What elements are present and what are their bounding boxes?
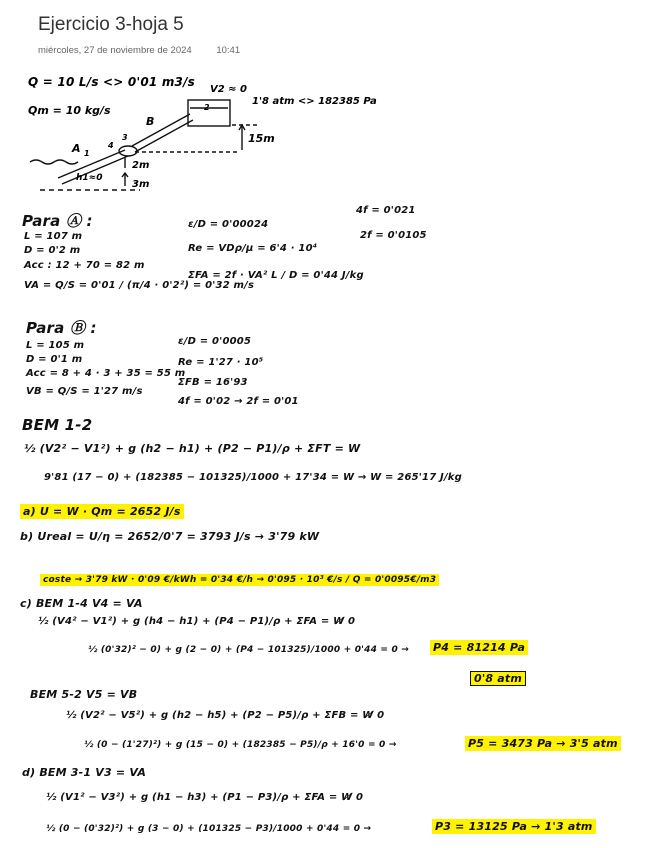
answer-p4 — [430, 641, 528, 654]
para-a-roughness: ε/D = 0'00024 — [188, 219, 269, 230]
para-a-losses: ΣFA = 2f · VA² L / D = 0'44 J/kg — [188, 270, 364, 281]
answer-p4-atm-text: 0'8 atm — [470, 671, 526, 686]
bem-5-2-equation: ½ (V2² − V5²) + g (h2 − h5) + (P2 − P5)/ρ + ΣFB = W̸ 0 — [66, 710, 385, 721]
bem-1-4-substitution: ½ (0'32)² − 0) + g (2 − 0) + (P4 − 101325)/1000 + 0'44 = 0 → — [88, 645, 409, 655]
answer-p4-atm — [470, 672, 526, 685]
answer-a — [20, 505, 184, 518]
para-b-roughness: ε/D = 0'0005 — [178, 336, 252, 347]
cost-line — [40, 575, 439, 585]
node-1: 1 — [84, 149, 90, 158]
node-2: 2 — [204, 103, 210, 112]
flow-q: Q = 10 L/s <> 0'01 m3/s — [28, 75, 196, 89]
section-bem-1-4: c) BEM 1-4 V4 = VA — [20, 597, 143, 610]
para-b-reynolds: Re = 1'27 · 10⁵ — [178, 357, 264, 368]
cost-text: coste → 3'79 kW · 0'09 €/kWh = 0'34 €/h → 0'095 · 10³ €/s / Q = 0'0095€/m3 — [40, 574, 439, 586]
page-meta — [38, 45, 240, 56]
pipe-diagram — [20, 70, 440, 200]
bem-5-2-substitution: ½ (0 − (1'27)²) + g (15 − 0) + (182385 − P5)/ρ + 16'0 = 0 → — [84, 740, 397, 750]
page-date: miércoles, 27 de noviembre de 2024 — [38, 45, 192, 56]
para-b-losses: ΣFB = 16'93 — [178, 377, 248, 388]
bem-1-2-substitution: 9'81 (17 − 0) + (182385 − 101325)/1000 + 17'34 = W → W = 265'17 J/kg — [44, 472, 463, 483]
answer-p5-text: P5 = 3473 Pa → 3'5 atm — [465, 736, 621, 751]
para-a-acc: Acc : 12 + 70 = 82 m — [24, 260, 145, 271]
mass-flow-qm: Qm = 10 kg/s — [28, 104, 111, 117]
para-a-velocity: VA = Q/S = 0'01 / (π/4 · 0'2²) = 0'32 m/s — [24, 280, 255, 291]
height-15m: 15m — [248, 132, 275, 145]
section-para-a: Para Ⓐ : — [22, 212, 93, 230]
para-a-4f: 4f = 0'021 — [356, 205, 416, 216]
v2-value: V2 ≈ 0 — [210, 84, 247, 95]
para-b-acc: Acc = 8 + 4 · 3 + 35 = 55 m — [26, 368, 186, 379]
label-b: B — [146, 115, 155, 128]
para-b-length: L = 105 m — [26, 340, 85, 351]
node-4: 4 — [108, 141, 114, 150]
label-a: A — [72, 142, 81, 155]
page-title: Ejercicio 3-hoja 5 — [38, 14, 184, 35]
lower-water-surface — [30, 160, 78, 164]
answer-p3 — [432, 820, 596, 833]
pipe-b-bottom — [135, 120, 193, 152]
para-a-reynolds: Re = VDρ/μ = 6'4 · 10⁴ — [188, 243, 318, 254]
bem-1-4-equation: ½ (V4² − V1²) + g (h4 − h1) + (P4 − P1)/ρ + ΣFA = W̸ 0 — [38, 616, 356, 627]
section-para-b: Para Ⓑ : — [26, 319, 97, 337]
height-2m: 2m — [132, 160, 150, 171]
para-b-friction: 4f = 0'02 → 2f = 0'01 — [178, 396, 299, 407]
section-bem-5-2: BEM 5-2 V5 = VB — [30, 688, 138, 701]
para-a-2f: 2f = 0'0105 — [360, 230, 427, 241]
h1-zero: h1≈0 — [76, 173, 103, 183]
para-b-velocity: VB = Q/S = 1'27 m/s — [26, 386, 143, 397]
answer-p3-text: P3 = 13125 Pa → 1'3 atm — [432, 819, 596, 834]
answer-p4-text: P4 = 81214 Pa — [430, 640, 528, 655]
para-a-length: L = 107 m — [24, 231, 83, 242]
bem-1-2-equation: ½ (V2² − V1²) + g (h2 − h1) + (P2 − P1)/ρ + ΣFT = W — [24, 442, 361, 455]
para-a-diameter: D = 0'2 m — [24, 245, 81, 256]
p2-value: 1'8 atm <> 182385 Pa — [252, 96, 377, 107]
answer-a-text: a) U = W · Qm = 2652 J/s — [20, 504, 184, 519]
node-3: 3 — [122, 133, 128, 142]
height-3m: 3m — [132, 179, 150, 190]
bem-3-1-equation: ½ (V1² − V3²) + g (h1 − h3) + (P1 − P3)/ρ + ΣFA = W̸ 0 — [46, 792, 364, 803]
pipe-b-top — [132, 114, 190, 146]
bem-3-1-substitution: ½ (0 − (0'32)²) + g (3 − 0) + (101325 − P3)/1000 + 0'44 = 0 → — [46, 824, 372, 834]
page-time: 10:41 — [216, 45, 241, 56]
section-bem-1-2: BEM 1-2 — [22, 416, 93, 434]
answer-p5 — [465, 737, 621, 750]
answer-b: b) Ureal = U/η = 2652/0'7 = 3793 J/s → 3'79 kW — [20, 530, 320, 543]
para-b-diameter: D = 0'1 m — [26, 354, 83, 365]
section-bem-3-1: d) BEM 3-1 V3 = VA — [22, 766, 147, 779]
